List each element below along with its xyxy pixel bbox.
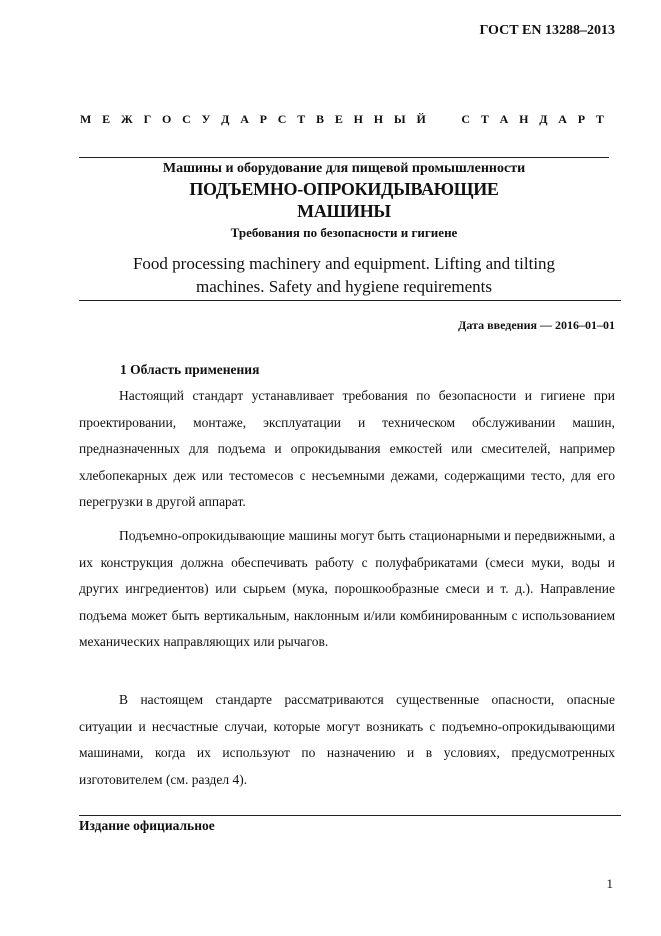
letter: В: [316, 112, 325, 126]
letter: Ж: [120, 112, 133, 126]
page-number: 1: [606, 876, 613, 891]
letter: М: [80, 112, 92, 126]
title-block: [79, 160, 609, 298]
letter: Т: [297, 112, 306, 126]
letter: С: [461, 112, 471, 126]
letter: Й: [416, 112, 426, 126]
title-main-line2: МАШИНЫ: [297, 201, 391, 221]
title-main-line1: ПОДЪЕМНО-ОПРОКИДЫВАЮЩИЕ: [189, 179, 499, 199]
letter: А: [558, 112, 567, 126]
paragraph: В настоящем стандарте рассматриваются существенные опасности, опасные ситуации и несчастные случаи, которые могут возникать с подъемно-опрокидывающими машинами, когда их используют по назначению и в условиях, предусмотренных изготовителем (см. раздел 4).: [79, 692, 615, 787]
word-gap: [437, 112, 451, 127]
letter: Д: [539, 112, 548, 126]
letter: Н: [373, 112, 384, 126]
footer-rule: [79, 815, 621, 816]
interstate-standard-label: [80, 112, 604, 127]
letter: О: [161, 112, 172, 126]
paragraph: Подъемно-опрокидывающие машины могут быть стационарными и передвижными, а их конструкция должна обеспечивать работу с полуфабрикатами (смеси муки, воды и других ингредиентов) или сырьем (мука, порошкообразные смеси и т. д.). Направление подъема может быть вертикальным, наклонным и/или комбинированным с использованием механических направляющих или рычагов.: [79, 528, 615, 649]
section-heading: 1 Область применения: [120, 362, 260, 377]
paragraph: Настоящий стандарт устанавливает требования по безопасности и гигиене при проектировании, монтаже, эксплуатации и техническом обслуживании машин, предназначенных для подъема и опрокидывания емкостей или смесителей, например хлебопекарных деж или тестомесов с несъемными дежами, содержащими тесто, для его перегрузки в другой аппарат.: [79, 388, 615, 509]
letter: Д: [221, 112, 230, 126]
title-requirements: Требования по безопасности и гигиене: [230, 225, 458, 240]
letter: С: [182, 112, 191, 126]
letter: Р: [259, 112, 267, 126]
letter: А: [499, 112, 509, 126]
title-english-line2: machines. Safety and hygiene requirements: [196, 277, 492, 296]
letter: Е: [102, 112, 111, 126]
letter: С: [277, 112, 287, 126]
letter: Т: [595, 112, 604, 126]
letter: Г: [143, 112, 152, 126]
letter: Ы: [393, 112, 406, 126]
title-bottom-rule: [79, 300, 621, 301]
title-english-line1: Food processing machinery and equipment. Lifting and tilting: [132, 254, 556, 273]
introduction-date: Дата введения — 2016–01–01: [458, 318, 615, 332]
letter: У: [201, 112, 211, 126]
document-code: ГОСТ EN 13288–2013: [479, 23, 615, 38]
letter: Н: [353, 112, 363, 126]
title-subtitle: Машины и оборудование для пищевой промышленности: [162, 161, 526, 176]
letter: Т: [480, 112, 489, 126]
letter: Р: [577, 112, 586, 126]
edition-label: Издание официальное: [79, 818, 215, 833]
letter: Н: [519, 112, 529, 126]
title-english: [79, 252, 609, 298]
title-top-rule: [79, 157, 609, 158]
letter: А: [240, 112, 249, 126]
letter: Е: [334, 112, 343, 126]
